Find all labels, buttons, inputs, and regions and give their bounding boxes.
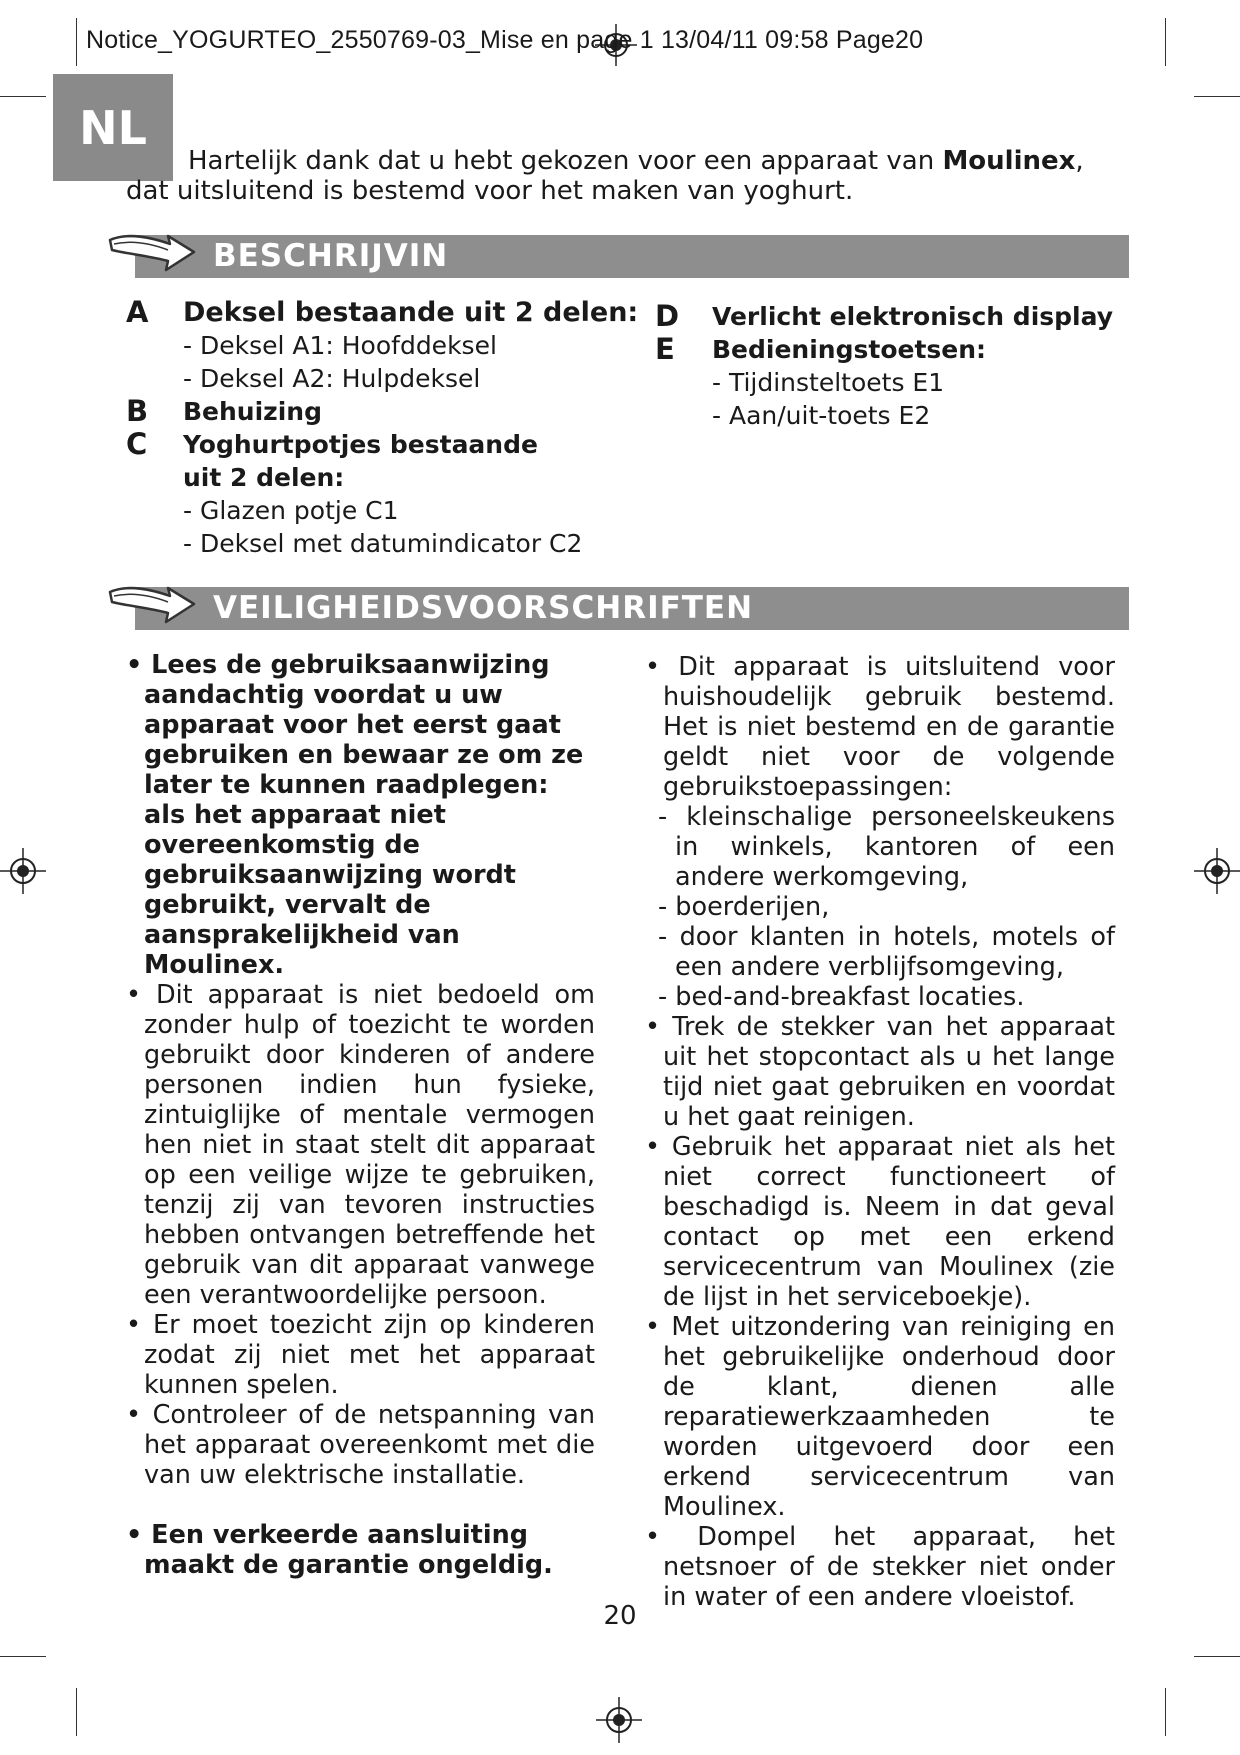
registration-mark-icon <box>1194 848 1240 894</box>
safety-subitem: - boerderijen, <box>658 892 830 922</box>
safety-item: • Controleer of de netspanning van het apparaat overeenkomt met die van uw elektrische installatie. <box>126 1400 595 1490</box>
part-sub: - Aan/uit-toets E2 <box>712 401 931 430</box>
safety-item: • Met uitzondering van reiniging en het gebruikelijke onderhoud door de klant, dienen alle reparatiewerkzaamheden te worden uitgevoerd door een erkend servicecentrum van Moulinex. <box>645 1312 1115 1522</box>
crop-mark <box>0 1656 46 1657</box>
safety-item: • Een verkeerde aansluiting maakt de garantie ongeldig. <box>126 1520 553 1580</box>
section-heading-description: BESCHRIJVIN <box>135 235 1129 278</box>
crop-mark <box>0 96 46 97</box>
part-a <box>126 296 646 329</box>
intro-text <box>126 146 1126 206</box>
part-letter: B <box>126 394 149 428</box>
part-title: Bedieningstoetsen: <box>712 335 987 364</box>
crop-mark <box>1194 96 1240 97</box>
part-sub: - Glazen potje C1 <box>183 496 399 525</box>
crop-mark <box>1165 18 1166 66</box>
part-letter: E <box>655 332 675 366</box>
part-letter: A <box>126 295 149 329</box>
part-b <box>126 395 646 428</box>
arrow-icon <box>108 582 196 628</box>
description-right <box>655 300 1135 432</box>
intro-punct: , <box>1075 146 1084 176</box>
registration-mark-icon <box>596 1697 642 1743</box>
safety-item: • Trek de stekker van het apparaat uit het stopcontact als u het lange tijd niet gaat gebruiken en voordat u het gaat reinigen. <box>645 1012 1115 1132</box>
description-left <box>126 296 646 560</box>
safety-item: • Gebruik het apparaat niet als het niet correct functioneert of beschadigd is. Neem in dat geval contact op met een erkend servicecentrum van Moulinex (zie de lijst in het serviceboekje). <box>645 1132 1115 1312</box>
safety-item: • Lees de gebruiksaanwijzing aandachtig voordat u uw apparaat voor het eerst gaat gebruiken en bewaar ze om ze later te kunnen raadplegen: als het apparaat niet overeenkomstig de gebruiksaanwijzing wordt gebruikt, vervalt de aansprakelijkheid van Moulinex. <box>126 650 584 980</box>
safety-item: • Dit apparaat is uitsluitend voor huishoudelijk gebruik bestemd. Het is niet bestemd en de garantie geldt niet voor de volgende gebruikstoepassingen: <box>645 652 1115 802</box>
safety-subitem: - door klanten in hotels, motels of een andere verblijfsomgeving, <box>658 922 1115 982</box>
safety-subitem: - kleinschalige personeelskeukens in winkels, kantoren of een andere werkomgeving, <box>658 802 1115 892</box>
safety-item: • Dompel het apparaat, het netsnoer of de stekker niet onder in water of een andere vloeistof. <box>645 1522 1115 1612</box>
crop-mark <box>76 18 77 66</box>
safety-left-column <box>126 650 595 1580</box>
registration-mark-icon <box>0 848 46 894</box>
intro-line1: Hartelijk dank dat u hebt gekozen voor een apparaat van <box>188 146 943 176</box>
part-title: Deksel bestaande uit 2 delen: <box>183 297 639 328</box>
safety-right-column <box>645 652 1115 1612</box>
language-tab: NL <box>53 74 173 181</box>
part-d <box>655 300 1135 333</box>
safety-item: • Dit apparaat is niet bedoeld om zonder hulp of toezicht te worden gebruikt door kinderen of andere personen indien hun fysieke, zintuiglijke of mentale vermogen hen niet in staat stelt dit apparaat op een veilige wijze te gebruiken, tenzij zij van tevoren instructies hebben ontvangen betreffende het gebruik van dit apparaat vanwege een verantwoordelijke persoon. <box>126 980 595 1310</box>
part-title: Yoghurtpotjes bestaande <box>183 430 538 459</box>
safety-item: • Er moet toezicht zijn op kinderen zodat zij niet met het apparaat kunnen spelen. <box>126 1310 595 1400</box>
brand-name: Moulinex <box>942 146 1076 176</box>
part-sub: - Deksel A1: Hoofddeksel <box>183 331 497 360</box>
part-title: uit 2 delen: <box>183 463 345 492</box>
page-number: 20 <box>603 1601 637 1631</box>
part-title: Verlicht elektronisch display <box>712 302 1114 331</box>
part-title: Behuizing <box>183 397 322 426</box>
intro-line2: dat uitsluitend is bestemd voor het maken van yoghurt. <box>126 176 854 206</box>
part-sub: - Deksel A2: Hulpdeksel <box>183 364 481 393</box>
part-letter: C <box>126 427 148 461</box>
part-letter: D <box>655 299 680 333</box>
part-sub: - Tijdinsteltoets E1 <box>712 368 945 397</box>
part-sub: - Deksel met datumindicator C2 <box>183 529 583 558</box>
crop-mark <box>1165 1688 1166 1736</box>
crop-mark <box>76 1688 77 1736</box>
section-heading-safety: VEILIGHEIDSVOORSCHRIFTEN <box>135 587 1129 630</box>
crop-mark <box>1194 1656 1240 1657</box>
arrow-icon <box>108 230 196 276</box>
safety-subitem: - bed-and-breakfast locaties. <box>658 982 1025 1012</box>
part-e <box>655 333 1135 366</box>
part-c <box>126 428 646 461</box>
print-slug: Notice_YOGURTEO_2550769-03_Mise en page 1 13/04/11 09:58 Page20 <box>86 26 924 54</box>
